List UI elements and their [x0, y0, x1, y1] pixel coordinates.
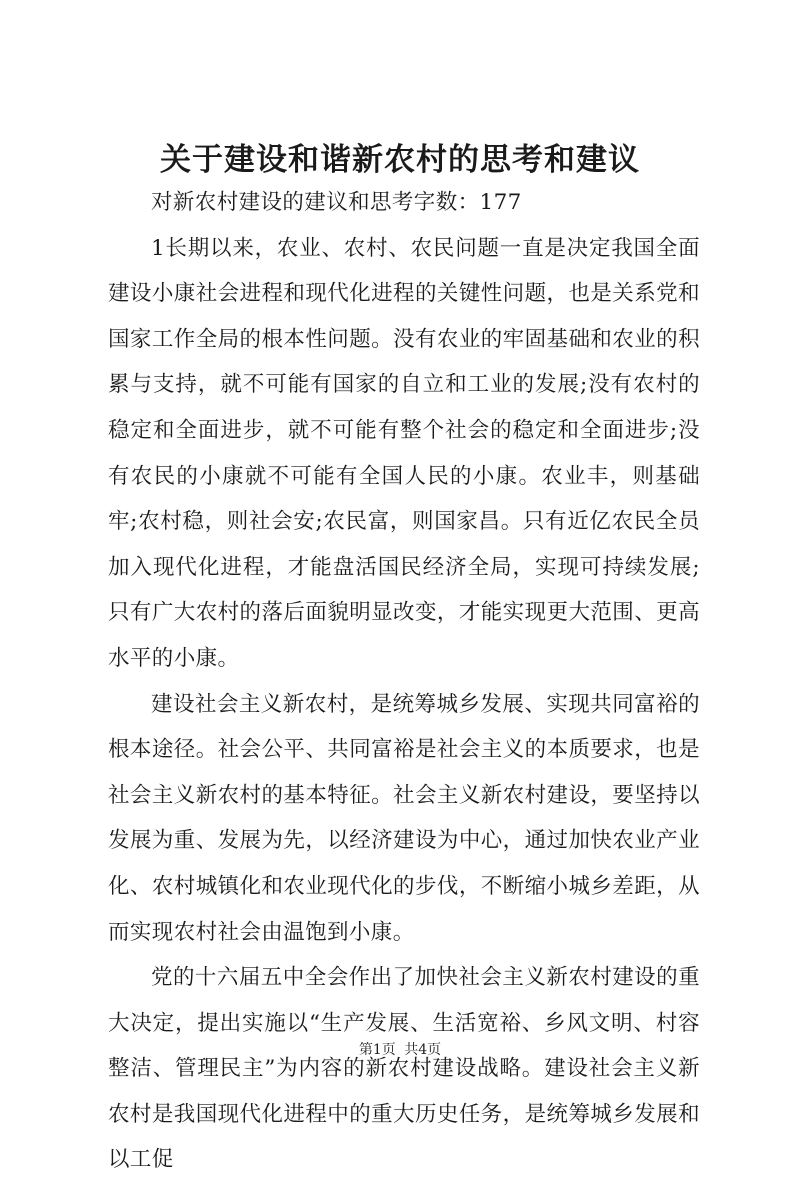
paragraph-2: 建设社会主义新农村，是统筹城乡发展、实现共同富裕的根本途径。社会公平、共同富裕是社会主义的本质要求，也是社会主义新农村的基本特征。社会主义新农村建设，要坚持以发展为重、发展为先，以经济建设为中心，通过加快农业产业化、农村城镇化和农业现代化的步伐，不断缩小城乡差距，从而实现农村社会由温饱到小康。 — [108, 691, 700, 945]
document-body — [108, 180, 700, 1183]
paragraph-3: 党的十六届五中全会作出了加快社会主义新农村建设的重大决定，提出实施以“生产发展、生活宽裕、乡风文明、村容整洁、管理民主”为内容的新农村建设战略。建设社会主义新农村是我国现代化进程中的重大历史任务，是统筹城乡发展和以工促 — [108, 965, 700, 1173]
page-footer — [0, 1040, 800, 1060]
document-title: 关于建设和谐新农村的思考和建议 — [160, 142, 640, 178]
page-number: 第1页 — [358, 1042, 396, 1058]
page-total: 共4页 — [404, 1042, 442, 1058]
paragraph-1: 1长期以来，农业、农村、农民问题一直是决定我国全面建设小康社会进程和现代化进程的关键性问题，也是关系党和国家工作全局的根本性问题。没有农业的牢固基础和农业的积累与支持，就不可能有国家的自立和工业的发展;没有农村的稳定和全面进步，就不可能有整个社会的稳定和全面进步;没有农民的小康就不可能有全国人民的小康。农业丰，则基础牢;农村稳，则社会安;农民富，则国家昌。只有近亿农民全员加入现代化进程，才能盘活国民经济全局，实现可持续发展;只有广大农村的落后面貌明显改变，才能实现更大范围、更高水平的小康。 — [108, 235, 700, 671]
paragraph-word-count: 对新农村建设的建议和思考字数：177 — [151, 190, 522, 215]
